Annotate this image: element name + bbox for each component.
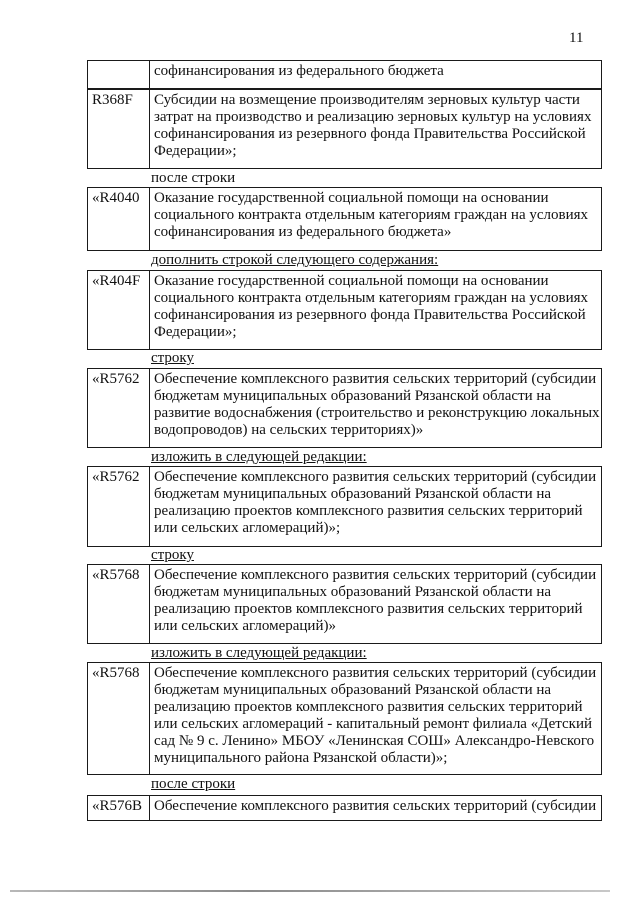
table-row [87,564,602,644]
table-row [87,187,602,251]
instruction-text: строку [151,547,194,563]
row-text: софинансирования из федерального бюджета [154,63,444,79]
row-code: «R5762 [88,369,150,447]
instruction-text: изложить в следующей редакции: [151,449,367,465]
row-text: Оказание государственной социальной помощи на основании социального контракта отдельным категориям граждан на условиях софинансирования из федерального бюджета» [154,190,589,240]
instruction-text: изложить в следующей редакции: [151,645,367,661]
table-row [87,662,602,775]
row-text: Обеспечение комплексного развития сельских территорий (субсидии бюджетам муниципальных образований Рязанской области на реализацию проектов комплексного развития сельских территорий или сельских агломераций)»; [154,469,597,536]
row-code: «R5762 [88,467,150,546]
table-row [87,89,602,169]
row-code: «R5768 [88,565,150,643]
row-text: Обеспечение комплексного развития сельских территорий (субсидии бюджетам муниципальных образований Рязанской области на развитие водоснабжения (строительство и реконструкцию локальных водопроводов) на сельских территориях)» [154,371,600,438]
table-row [87,60,602,89]
table-row [87,466,602,547]
row-text: Обеспечение комплексного развития сельских территорий (субсидии бюджетам муниципальных образований Рязанской области на реализацию проектов комплексного развития сельских территорий или сельских агломераций - капитальный ремонт филиала «Детский сад № 9 с. Ленино» МБОУ «Ленинская СОШ» Александро-Невского муниципального района Рязанской области)»; [154,665,597,766]
instruction-text: строку [151,350,194,366]
instruction-text: дополнить строкой следующего содержания: [151,252,439,268]
row-text: Оказание государственной социальной помощи на основании социального контракта отдельным категориям граждан на условиях софинансирования из резервного фонда Правительства Российской Федерации»; [154,273,589,340]
table-row [87,270,602,350]
scan-edge-line [10,890,610,892]
row-text: Обеспечение комплексного развития сельских территорий (субсидии бюджетам муниципальных образований Рязанской области на реализацию проектов комплексного развития сельских территорий или сельских агломераций)» [154,567,597,634]
row-text: Обеспечение комплексного развития сельских территорий (субсидии [154,798,597,814]
row-code: «R576B [88,796,150,820]
row-code: R368F [88,90,150,168]
page-number: 11 [569,30,584,46]
row-text: Субсидии на возмещение производителям зерновых культур части затрат на производство и реализацию зерновых культур на условиях софинансирования из резервного фонда Правительства Российской Федерации»; [154,92,592,159]
instruction-text: после строки [151,776,236,792]
row-code: «R4040 [88,188,150,250]
instruction-text: после строки [151,170,236,186]
row-code: «R5768 [88,663,150,774]
row-code [88,61,150,88]
table-row [87,795,602,821]
row-code: «R404F [88,271,150,349]
table-row [87,368,602,448]
